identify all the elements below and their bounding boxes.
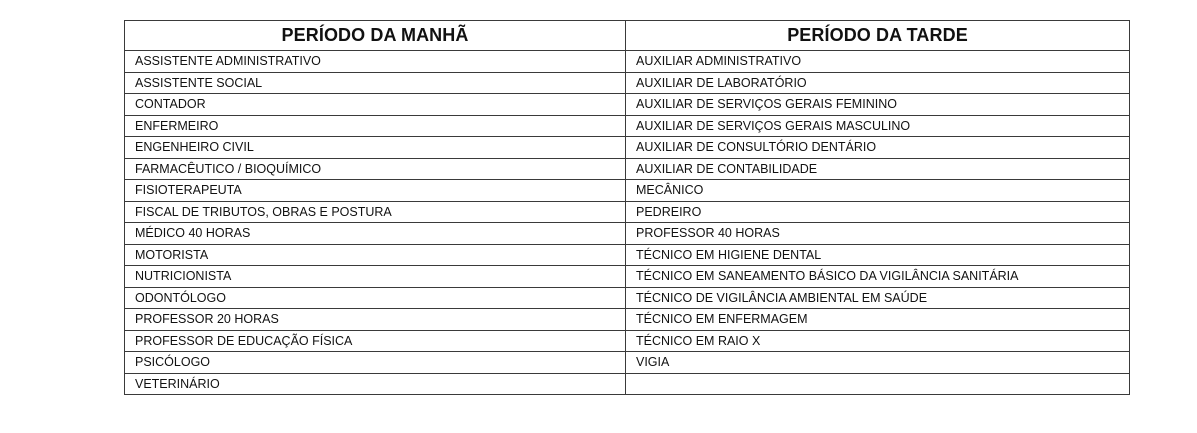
- header-row: [125, 21, 1130, 51]
- afternoon-position-cell: AUXILIAR DE SERVIÇOS GERAIS MASCULINO: [626, 115, 1130, 137]
- table-row: [125, 266, 1130, 288]
- morning-period-header: PERÍODO DA MANHÃ: [125, 21, 626, 51]
- table-row: [125, 94, 1130, 116]
- afternoon-position-cell: AUXILIAR DE CONTABILIDADE: [626, 158, 1130, 180]
- schedule-table: [124, 20, 1130, 395]
- afternoon-position-cell: TÉCNICO DE VIGILÂNCIA AMBIENTAL EM SAÚDE: [626, 287, 1130, 309]
- afternoon-position-cell: VIGIA: [626, 352, 1130, 374]
- table-row: [125, 309, 1130, 331]
- afternoon-position-cell: AUXILIAR DE CONSULTÓRIO DENTÁRIO: [626, 137, 1130, 159]
- morning-position-cell: ODONTÓLOGO: [125, 287, 626, 309]
- table-row: [125, 51, 1130, 73]
- morning-position-cell: PROFESSOR DE EDUCAÇÃO FÍSICA: [125, 330, 626, 352]
- table-row: [125, 330, 1130, 352]
- table-row: [125, 244, 1130, 266]
- afternoon-position-cell: TÉCNICO EM ENFERMAGEM: [626, 309, 1130, 331]
- afternoon-position-cell: AUXILIAR ADMINISTRATIVO: [626, 51, 1130, 73]
- afternoon-position-cell: AUXILIAR DE LABORATÓRIO: [626, 72, 1130, 94]
- morning-position-cell: PROFESSOR 20 HORAS: [125, 309, 626, 331]
- morning-position-cell: ENFERMEIRO: [125, 115, 626, 137]
- afternoon-period-header: PERÍODO DA TARDE: [626, 21, 1130, 51]
- table-row: [125, 352, 1130, 374]
- afternoon-position-cell: TÉCNICO EM SANEAMENTO BÁSICO DA VIGILÂNCIA SANITÁRIA: [626, 266, 1130, 288]
- table-row: [125, 158, 1130, 180]
- table-row: [125, 201, 1130, 223]
- morning-position-cell: PSICÓLOGO: [125, 352, 626, 374]
- table-row: [125, 137, 1130, 159]
- morning-position-cell: FISCAL DE TRIBUTOS, OBRAS E POSTURA: [125, 201, 626, 223]
- morning-position-cell: ASSISTENTE ADMINISTRATIVO: [125, 51, 626, 73]
- table-row: [125, 223, 1130, 245]
- morning-position-cell: FARMACÊUTICO / BIOQUÍMICO: [125, 158, 626, 180]
- morning-position-cell: MÉDICO 40 HORAS: [125, 223, 626, 245]
- afternoon-position-cell: TÉCNICO EM RAIO X: [626, 330, 1130, 352]
- afternoon-position-cell: PEDREIRO: [626, 201, 1130, 223]
- afternoon-position-cell: AUXILIAR DE SERVIÇOS GERAIS FEMININO: [626, 94, 1130, 116]
- morning-position-cell: ASSISTENTE SOCIAL: [125, 72, 626, 94]
- morning-position-cell: FISIOTERAPEUTA: [125, 180, 626, 202]
- morning-position-cell: ENGENHEIRO CIVIL: [125, 137, 626, 159]
- afternoon-position-cell: TÉCNICO EM HIGIENE DENTAL: [626, 244, 1130, 266]
- afternoon-position-cell: [626, 373, 1130, 395]
- morning-position-cell: NUTRICIONISTA: [125, 266, 626, 288]
- morning-position-cell: VETERINÁRIO: [125, 373, 626, 395]
- table-body: [125, 51, 1130, 395]
- morning-position-cell: MOTORISTA: [125, 244, 626, 266]
- table-row: [125, 373, 1130, 395]
- morning-position-cell: CONTADOR: [125, 94, 626, 116]
- table-header: [125, 21, 1130, 51]
- table-row: [125, 287, 1130, 309]
- table-row: [125, 180, 1130, 202]
- table-row: [125, 72, 1130, 94]
- afternoon-position-cell: PROFESSOR 40 HORAS: [626, 223, 1130, 245]
- afternoon-position-cell: MECÂNICO: [626, 180, 1130, 202]
- table-row: [125, 115, 1130, 137]
